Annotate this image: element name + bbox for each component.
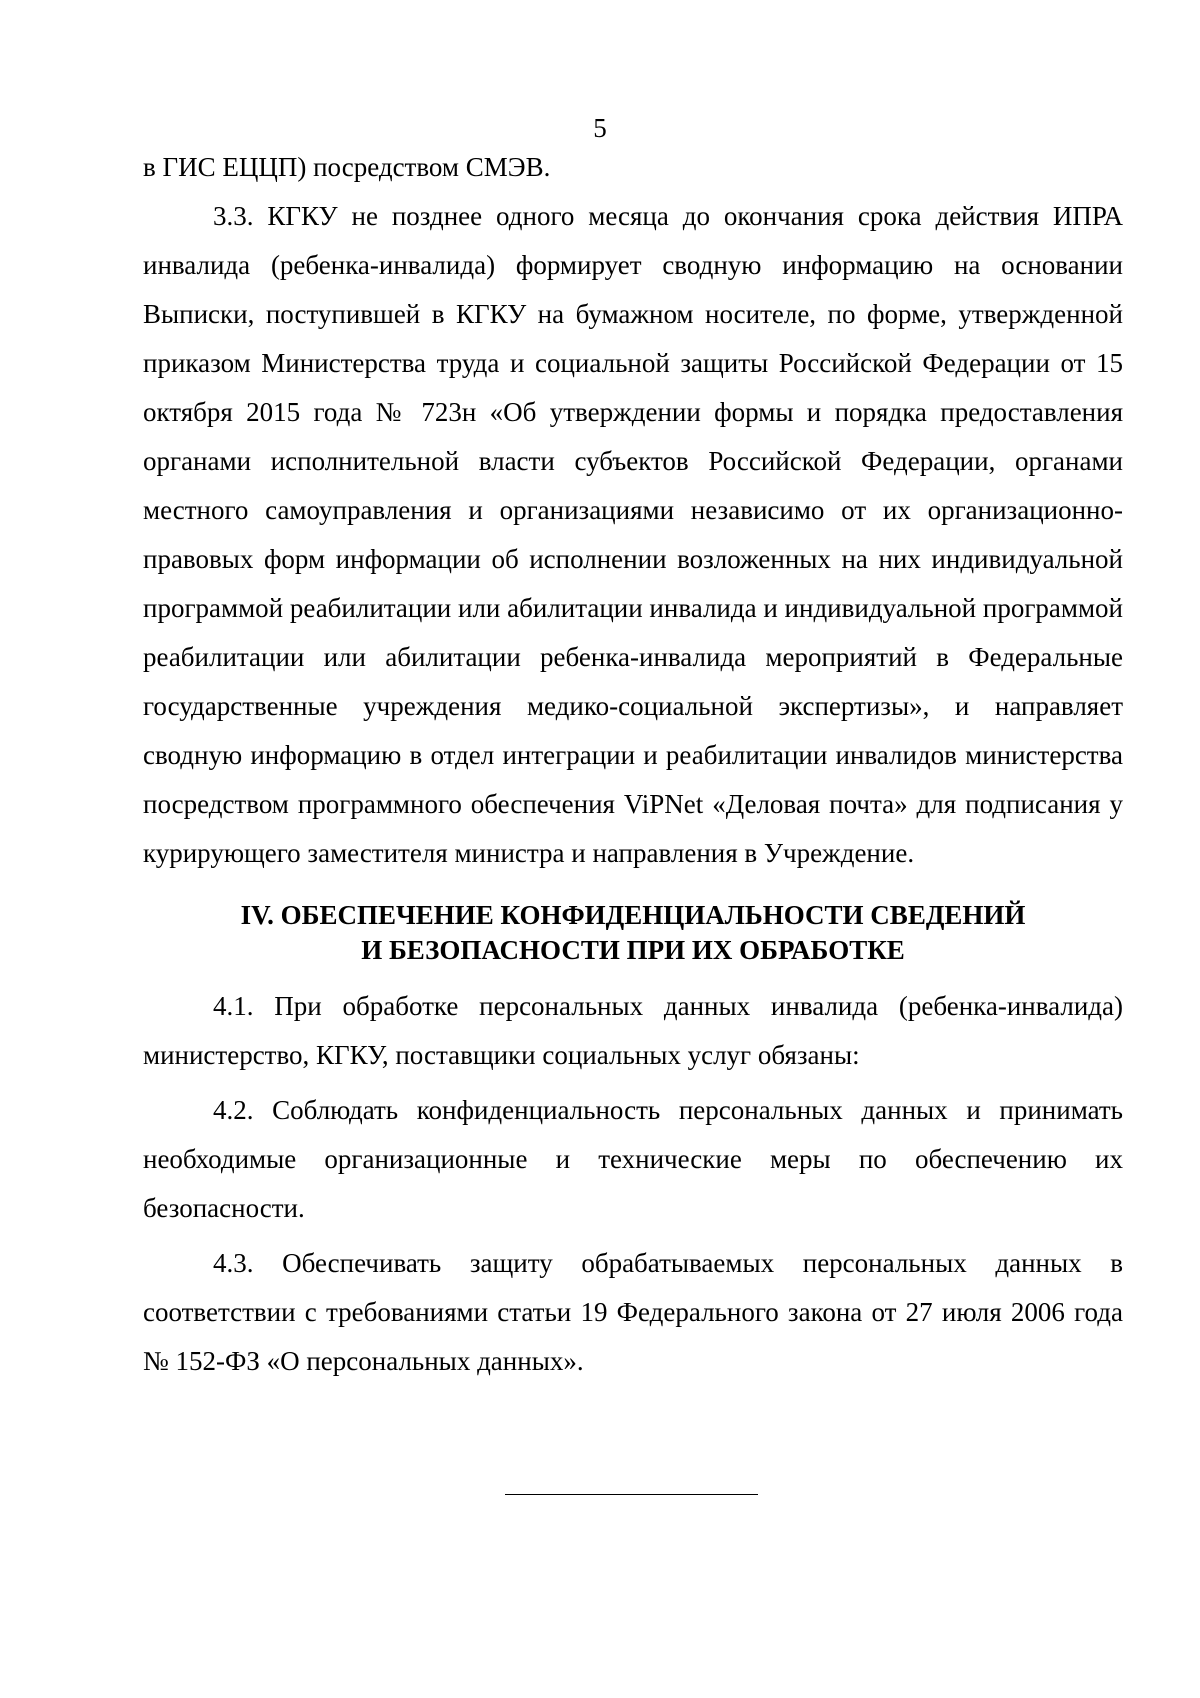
page-number: 5 — [593, 113, 607, 143]
paragraph-4-1: 4.1. При обработке персональных данных инвалида (ребенка-инвалида) министерство, КГКУ, поставщики социальных услуг обязаны: — [143, 991, 1123, 1070]
paragraph-4-2: 4.2. Соблюдать конфиденциальность персональных данных и принимать необходимые организационные и технические меры по обеспечению их безопасности. — [143, 1095, 1123, 1223]
paragraph-continuation: в ГИС ЕЦЦП) посредством СМЭВ. — [143, 152, 551, 182]
paragraph-4-3: 4.3. Обеспечивать защиту обрабатываемых персональных данных в соответствии с требованиями статьи 19 Федерального закона от 27 июля 2006 года № 152-ФЗ «О персональных данных». — [143, 1248, 1123, 1376]
heading-line-2: И БЕЗОПАСНОСТИ ПРИ ИХ ОБРАБОТКЕ — [361, 935, 905, 965]
section-4-heading — [143, 898, 1123, 968]
heading-line-1: IV. ОБЕСПЕЧЕНИЕ КОНФИДЕНЦИАЛЬНОСТИ СВЕДЕНИЙ — [240, 900, 1026, 930]
separator-line — [505, 1494, 758, 1495]
section-4-text — [143, 982, 1123, 1386]
section-3-text — [143, 143, 1123, 878]
paragraph-3-3: 3.3. КГКУ не позднее одного месяца до окончания срока действия ИПРА инвалида (ребенка-инвалида) формирует сводную информацию на основании Выписки, поступившей в КГКУ на бумажном носителе, по форме, утвержденной приказом Министерства труда и социальной защиты Российской Федерации от 15 октября 2015 года № 723н «Об утверждении формы и порядка предоставления органами исполнительной власти субъектов Российской Федерации, органами местного самоуправления и организациями независимо от их организационно-правовых форм информации об исполнении возложенных на них индивидуальной программой реабилитации или абилитации инвалида и индивидуальной программой реабилитации или абилитации ребенка-инвалида мероприятий в Федеральные государственные учреждения медико-социальной экспертизы», и направляет сводную информацию в отдел интеграции и реабилитации инвалидов министерства посредством программного обеспечения ViPNet «Деловая почта» для подписания у курирующего заместителя министра и направления в Учреждение. — [143, 201, 1123, 868]
